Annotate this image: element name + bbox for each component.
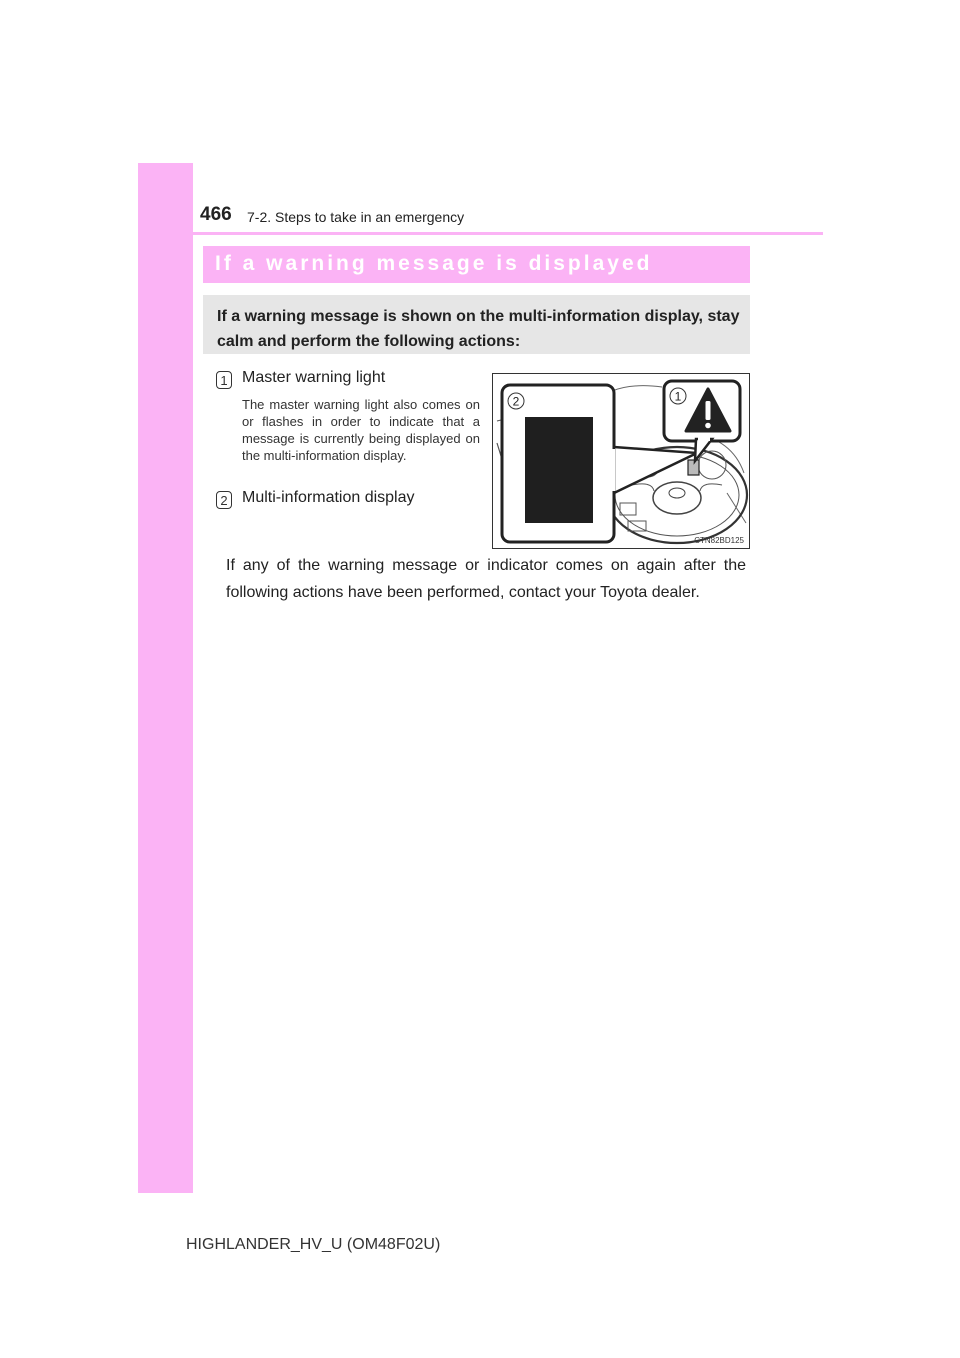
callout-label: Master warning light — [242, 369, 386, 386]
callout-description: The master warning light also comes on or flashes in order to indicate that a message is currently being displayed on the multi-information display. — [242, 397, 480, 463]
section-title: 7-2. Steps to take in an emergency — [247, 209, 465, 225]
header-rule — [193, 232, 823, 235]
page-footer: HIGHLANDER_HV_U (OM48F02U) — [186, 1236, 441, 1253]
page-title: If a warning message is displayed — [215, 252, 653, 275]
page-number: 466 — [200, 204, 232, 225]
title-banner — [203, 246, 750, 283]
callout-number-badge: 2 — [216, 491, 232, 509]
body-paragraph: If any of the warning message or indicator comes on again after the following actions have been performed, contact your Toyota dealer. — [226, 557, 746, 601]
chapter-side-tab — [138, 163, 193, 1193]
intro-box: If a warning message is shown on the multi-information display, stay calm and perform the following actions: — [203, 295, 750, 354]
callout-label: Multi-information display — [242, 489, 415, 506]
figure-marker-2-label: 2 — [512, 394, 520, 409]
dashboard-illustration — [492, 373, 750, 549]
figure-marker-1-label: 1 — [674, 389, 682, 404]
callout-number-badge: 1 — [216, 371, 232, 389]
figure-code: CTN82BD125 — [694, 536, 744, 545]
